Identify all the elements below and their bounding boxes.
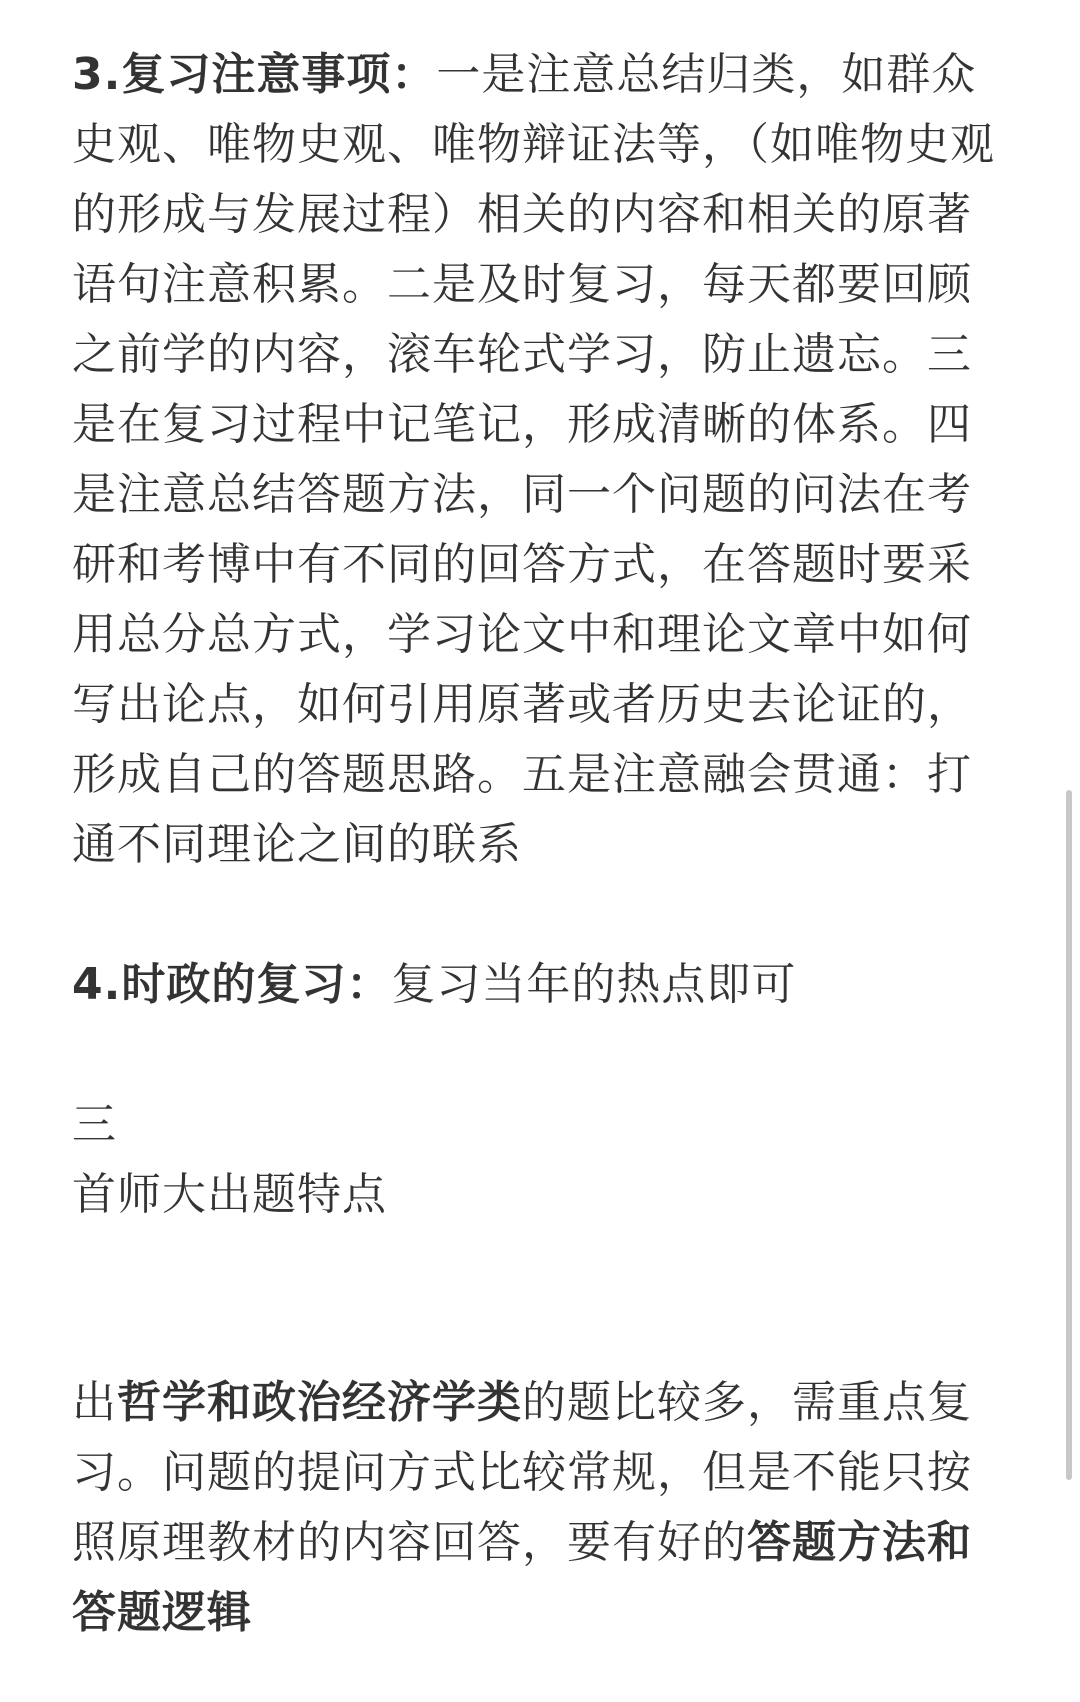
part-3-number: 三 [72,1099,117,1150]
part-3-title: 首师大出题特点 [72,1169,387,1220]
section-3-heading: 3.复习注意事项： [72,49,437,100]
section-3-paragraph [72,40,1012,880]
exam-features-paragraph [72,1368,1012,1648]
exam-bold-1: 哲学和政治经济学类 [117,1377,522,1428]
exam-text-2: 的题比较多，需重点复习。问题的提问方式比较常规，但是不能只按照原理教材的内容回答，要有好的 [72,1377,972,1568]
vertical-scrollbar[interactable] [1066,790,1072,1480]
section-4-heading: 4.时政的复习： [72,959,392,1010]
article-content [72,40,1012,1648]
section-4-paragraph [72,950,1012,1020]
section-3-body: 一是注意总结归类，如群众史观、唯物史观、唯物辩证法等，（如唯物史观的形成与发展过程）相关的内容和相关的原著语句注意积累。二是及时复习，每天都要回顾之前学的内容，滚车轮式学习，防止遗忘。三是在复习过程中记笔记，形成清晰的体系。四是注意总结答题方法，同一个问题的问法在考研和考博中有不同的回答方式，在答题时要采用总分总方式，学习论文中和理论文章中如何写出论点，如何引用原著或者历史去论证的，形成自己的答题思路。五是注意融会贯通：打通不同理论之间的联系 [72,49,995,870]
exam-bold-2: 答题方法和答题逻辑 [72,1517,972,1638]
section-4-body: 复习当年的热点即可 [391,959,797,1010]
exam-text-1: 出 [72,1377,117,1428]
